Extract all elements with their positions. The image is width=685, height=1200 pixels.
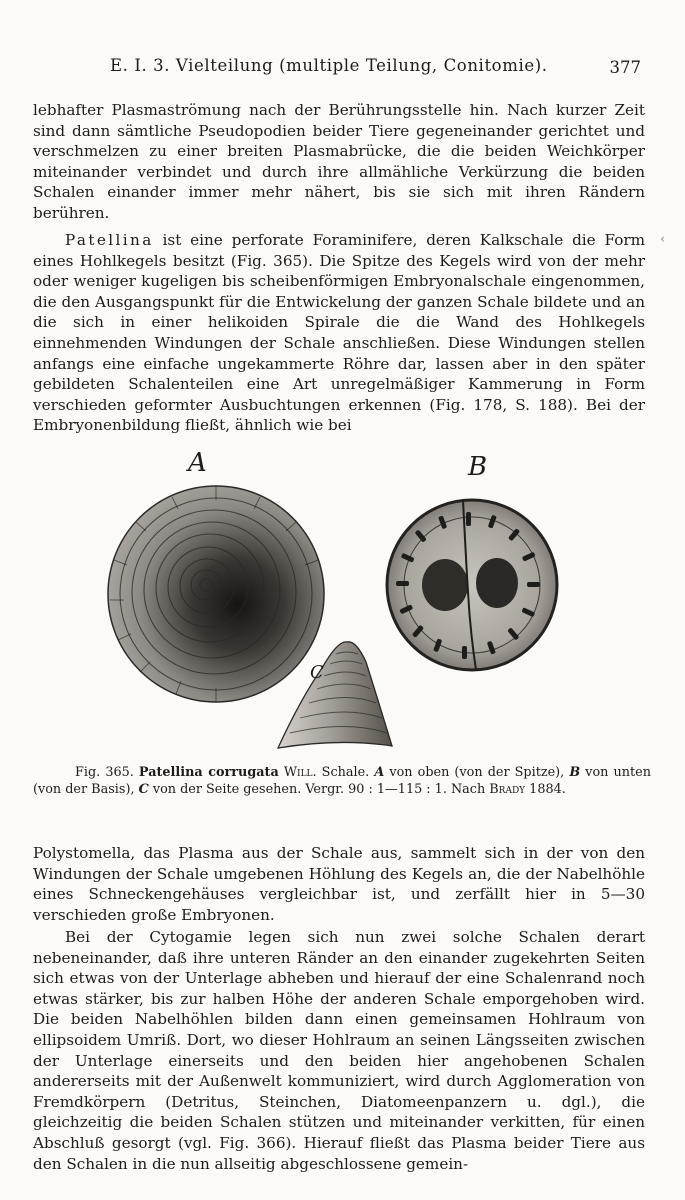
caption-year: 1884.	[525, 782, 566, 797]
paragraph-3: Polystomella, das Plasma aus der Schale aus, sammelt sich in der von den Windungen der Schale umgebenen Höhlung des Kegels an, die der Nabelhöhle eines Schneckengehäuses vergleichbar ist, und zerfällt hier in 5—30 verschieden große Embryonen.	[33, 844, 645, 924]
figure-label-b: B	[468, 452, 488, 482]
caption-letter-b: B	[569, 765, 581, 780]
shell-a-top-view	[108, 486, 324, 702]
caption-text-1: Schale.	[316, 765, 375, 780]
page-number: 377	[609, 58, 641, 77]
caption-text-2: von oben (von der Spitze),	[384, 765, 570, 780]
caption-text-3: von unten (von der Basis),	[33, 765, 651, 797]
caption-species: Patellina corrugata	[138, 765, 279, 780]
caption-source: Brady	[489, 782, 526, 797]
figure-label-c: C	[310, 662, 324, 683]
term-patellina: Patellina	[65, 231, 154, 249]
paragraph-4: Bei der Cytogamie legen sich nun zwei solche Schalen derart nebeneinander, daß ihre unteren Ränder an den einander zugekehrten Seiten sich etwas von der Unterlage abheben und hierauf der eine Schalenrand noch etwas stärker, bis zur halben Höhe der anderen Schale emporgehoben wird. Die beiden Nabelhöhlen bilden dann einen gemeinsamen Hohlraum von ellipsoidem Umriß. Dort, wo dieser Hohlraum an seinen Längsseiten zwischen der Unterlage einerseits und den beiden hier angehobenen Schalen andererseits mit der Außenwelt kommuniziert, wird durch Agglomeration von Fremdkörpern (Detritus, Steinchen, Diatomeenpanzern u. dgl.), die gleichzeitig die beiden Schalen stützen und miteinander verkitten, für einen Abschluß gesorgt (vgl. Fig. 366). Hierauf fließt das Plasma beider Tiere aus den Schalen in die nun allseitig abgeschlossene gemein-	[33, 928, 645, 1173]
paragraph-2-text: ist eine perforate Foraminifere, deren Kalkschale die Form eines Hohlkegels besitzt (Fig. 365). Die Spitze des Kegels wird von der mehr oder weniger kugeligen bis scheibenförmigen Embryonalschale eingenommen, die den Ausgangspunkt für die Entwickelung der ganzen Schale bildete und an die sich in einer helikoiden Spirale die die Wand des Hohlkegels einnehmenden Windungen der Schale anschließen. Diese Windungen stellen anfangs eine einfache ungekammerte Röhre dar, lassen aber in den später gebildeten Schalenteilen eine Art unregelmäßiger Kammerung in Form verschieden geformter Ausbuchtungen erkennen (Fig. 178, S. 188). Bei der Embryonenbildung fließt, ähnlich wie bei	[33, 231, 645, 435]
paragraph-1: lebhafter Plasmaströmung nach der Berührungsstelle hin. Nach kurzer Zeit sind dann sämtliche Pseudopodien beider Tiere gegeneinander gerichtet und verschmelzen zu einer breiten Plasmabrücke, die die beiden Weichkörper miteinander verbindet und durch ihre allmähliche Verkürzung die beiden Schalen einander immer mehr nähert, bis sie sich mit ihren Rändern berühren.	[33, 101, 645, 222]
caption-letter-a: A	[374, 765, 385, 780]
figure-label-a: A	[188, 448, 207, 478]
running-title: E. I. 3. Vielteilung (multiple Teilung, Conitomie).	[110, 56, 548, 75]
shell-b-bottom-view	[387, 500, 557, 670]
figure-caption	[33, 764, 651, 798]
caption-text-4: von der Seite gesehen. Vergr. 90 : 1—115 : 1. Nach	[148, 782, 490, 797]
caption-author: Will.	[283, 765, 317, 780]
caption-figure-number: Fig. 365.	[75, 765, 134, 780]
margin-mark: ‹	[660, 232, 666, 247]
caption-letter-c: C	[138, 782, 149, 797]
